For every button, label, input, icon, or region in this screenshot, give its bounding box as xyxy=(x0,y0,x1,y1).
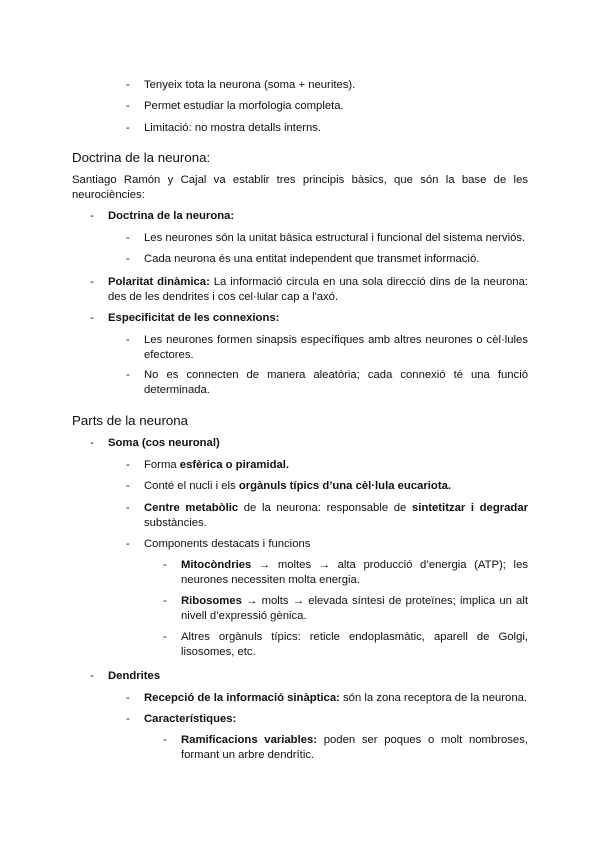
principle-title: - Doctrina de la neurona: xyxy=(108,209,528,224)
section-heading-parts: Parts de la neurona xyxy=(72,413,189,428)
list-item: - Components destacats i funcions xyxy=(144,537,528,552)
list-item: - Altres orgànuls típics: reticle endoplasmàtic, aparell de Golgi, lisosomes, etc. xyxy=(181,630,528,660)
list-item: - Recepció de la informació sinàptica: són la zona receptora de la neurona. xyxy=(144,691,528,706)
list-item: - Tenyeix tota la neurona (soma + neurites). xyxy=(144,78,528,93)
soma-title: - Soma (cos neuronal) xyxy=(108,436,528,451)
list-item: - Mitocòndries → moltes → alta producció d’energia (ATP); les neurones necessiten molta energia. xyxy=(181,558,528,588)
list-item: - No es connecten de manera aleatòria; cada connexió té una funció determinada. xyxy=(144,368,528,398)
list-item: - Ribosomes → molts → elevada síntesi de proteïnes; implica un alt nivell d’expressió gènica. xyxy=(181,594,528,624)
list-item: - Les neurones formen sinapsis específiques amb altres neurones o cèl·lules efectores. xyxy=(144,333,528,363)
list-item: - Les neurones són la unitat bàsica estructural i funcional del sistema nerviós. xyxy=(144,231,528,246)
list-item: - Limitació: no mostra detalls interns. xyxy=(144,121,528,136)
principle-polaritat: - Polaritat dinàmica: La informació circula en una sola direcció dins de la neurona: des de les dendrites i cos cel·lular cap a l'axó. xyxy=(108,275,528,305)
list-item: - Ramificacions variables: poden ser poques o molt nombroses, formant un arbre dendrític. xyxy=(181,733,528,763)
principle-title: - Especificitat de les connexions: xyxy=(108,311,528,326)
list-item: - Centre metabòlic de la neurona: responsable de sintetitzar i degradar substàncies. xyxy=(144,501,528,531)
list-item: - Forma esfèrica o piramidal. xyxy=(144,458,528,473)
section-heading-doctrina: Doctrina de la neurona: xyxy=(72,150,211,165)
list-item: - Conté el nucli i els orgànuls típics d’una cèl·lula eucariota. xyxy=(144,479,528,494)
intro-paragraph: Santiago Ramón y Cajal va establir tres principis bàsics, que són la base de les neurociències: xyxy=(72,174,528,201)
dendrites-title: - Dendrites xyxy=(108,669,528,684)
list-item: - Permet estudiar la morfologia completa. xyxy=(144,99,528,114)
list-item: - Cada neurona és una entitat independent que transmet informació. xyxy=(144,252,528,267)
list-item: - Característiques: xyxy=(144,712,528,727)
